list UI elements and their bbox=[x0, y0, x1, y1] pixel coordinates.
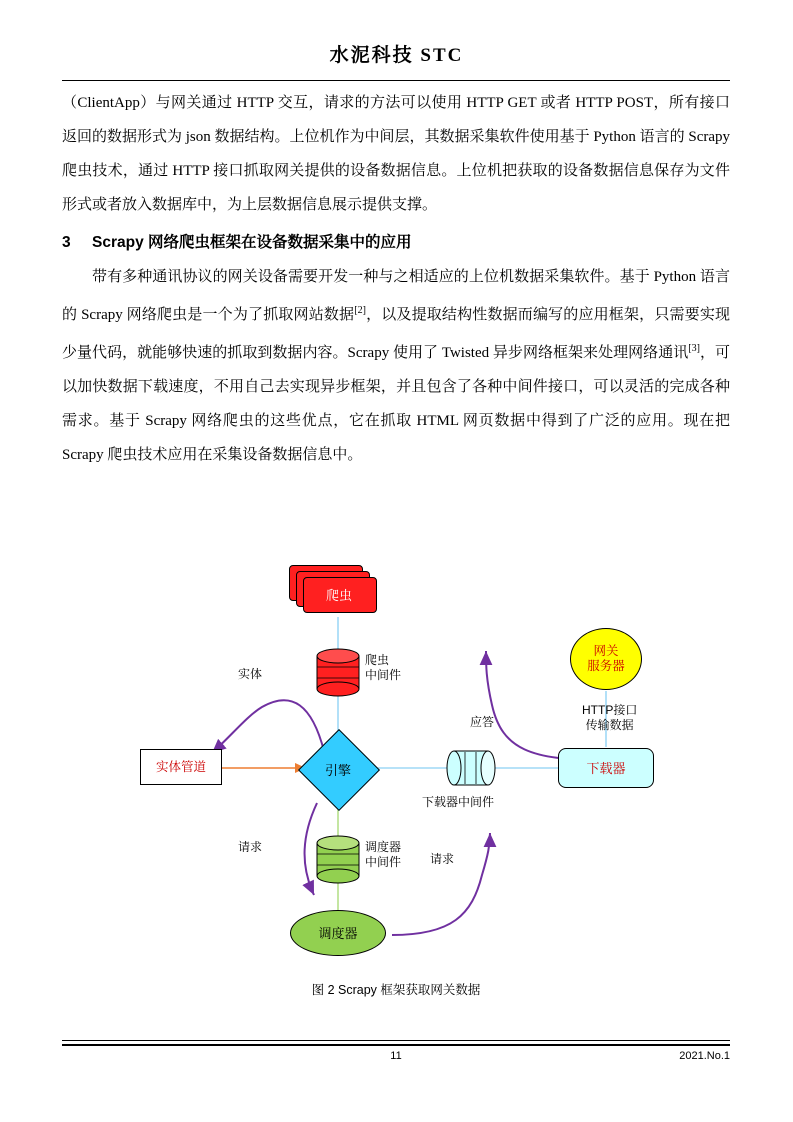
page-header bbox=[0, 40, 793, 67]
node-scheduler-label: 调度器 bbox=[318, 925, 358, 941]
downloader-middleware-cylinder bbox=[447, 751, 495, 785]
footer-divider-bottom bbox=[62, 1044, 730, 1046]
node-spider-label: 爬虫 bbox=[325, 587, 352, 603]
node-gateway-server bbox=[570, 628, 642, 690]
label-downloader-middleware: 下载器中间件 bbox=[422, 795, 495, 809]
node-entity-pipeline bbox=[140, 749, 222, 785]
footer-issue: 2021.No.1 bbox=[679, 1050, 730, 1062]
scheduler-middleware-cylinder bbox=[317, 836, 359, 883]
figure-caption: 图 2 Scrapy 框架获取网关数据 bbox=[311, 983, 481, 997]
spider-middleware-cylinder bbox=[317, 649, 359, 696]
node-downloader-label: 下载器 bbox=[586, 760, 626, 776]
node-scheduler bbox=[290, 910, 386, 956]
section-title: Scrapy 网络爬虫框架在设备数据采集中的应用 bbox=[92, 234, 412, 251]
node-engine-label: 引擎 bbox=[324, 762, 351, 778]
section-heading bbox=[62, 226, 730, 260]
footer-divider-top bbox=[62, 1040, 730, 1041]
page-footer bbox=[62, 1050, 730, 1070]
label-entity: 实体 bbox=[238, 667, 263, 681]
node-gateway-server-label-line1: 网关 bbox=[593, 644, 619, 658]
citation-ref-3: [3] bbox=[688, 343, 700, 354]
header-divider bbox=[62, 80, 730, 81]
citation-ref-2: [2] bbox=[354, 305, 366, 316]
section-number: 3 bbox=[62, 234, 71, 251]
node-entity-pipeline-label: 实体管道 bbox=[155, 759, 206, 774]
label-spider-middleware-line2: 中间件 bbox=[365, 668, 402, 682]
paragraph-2-part-a: 带有多种通讯协议的网关设备需要开发一种与之相适应的上位机数据采集软件。基于 Python 语言的 Scrapy 网络爬虫是一个为了抓取网站数据 bbox=[62, 269, 730, 323]
label-http-interface-line1: HTTP接口 bbox=[582, 703, 638, 717]
paragraph-1: （ClientApp）与网关通过 HTTP 交互，请求的方法可以使用 HTTP GET 或者 HTTP POST，所有接口返回的数据形式为 json 数据结构。上位机作为中间层，其数据采集软件使用基于 Python 语言的 Scrapy 爬虫技术，通过 HTTP 接口抓取网关提供的设备数据信息。上位机把获取的设备数据信息保存为文件形式或者放入数据库中，为上层数据信息展示提供支撑。 bbox=[62, 95, 730, 213]
label-scheduler-middleware-line1: 调度器 bbox=[365, 840, 402, 854]
paragraph-2 bbox=[62, 260, 730, 472]
label-spider-middleware-line1: 爬虫 bbox=[365, 653, 390, 667]
paragraph-2-part-b: ，以及提取结构性数据而编写的应用框架，只需要实现少量代码，就能够快速的抓取到数据内容。Scrapy 使用了 Twisted 异步网络框架来处理网络通讯 bbox=[62, 307, 730, 361]
node-gateway-server-label-line2: 服务器 bbox=[587, 659, 625, 673]
node-spider bbox=[289, 565, 375, 617]
figure-2 bbox=[62, 555, 730, 1005]
label-request-right: 请求 bbox=[430, 852, 455, 866]
label-http-interface-line2: 传输数据 bbox=[585, 718, 634, 732]
paragraph-2-part-c: ，可以加快数据下载速度，不用自己去实现异步框架，并且包含了各种中间件接口，可以灵活的完成各种需求。基于 Scrapy 网络爬虫的这些优点，它在抓取 HTML 网页数据中得到了广泛的应用。现在把 Scrapy 爬虫技术应用在采集设备数据信息中。 bbox=[62, 345, 730, 463]
label-scheduler-middleware bbox=[365, 840, 401, 870]
page-body bbox=[62, 86, 730, 472]
footer-page-number: 11 bbox=[390, 1050, 402, 1062]
label-http-interface bbox=[582, 703, 637, 733]
label-spider-middleware bbox=[365, 653, 401, 683]
journal-title: 水泥科技 STC bbox=[329, 45, 464, 66]
label-request-left: 请求 bbox=[238, 840, 263, 854]
label-reply: 应答 bbox=[470, 715, 495, 729]
node-engine bbox=[302, 738, 374, 800]
node-downloader bbox=[558, 748, 654, 788]
label-scheduler-middleware-line2: 中间件 bbox=[365, 855, 402, 869]
